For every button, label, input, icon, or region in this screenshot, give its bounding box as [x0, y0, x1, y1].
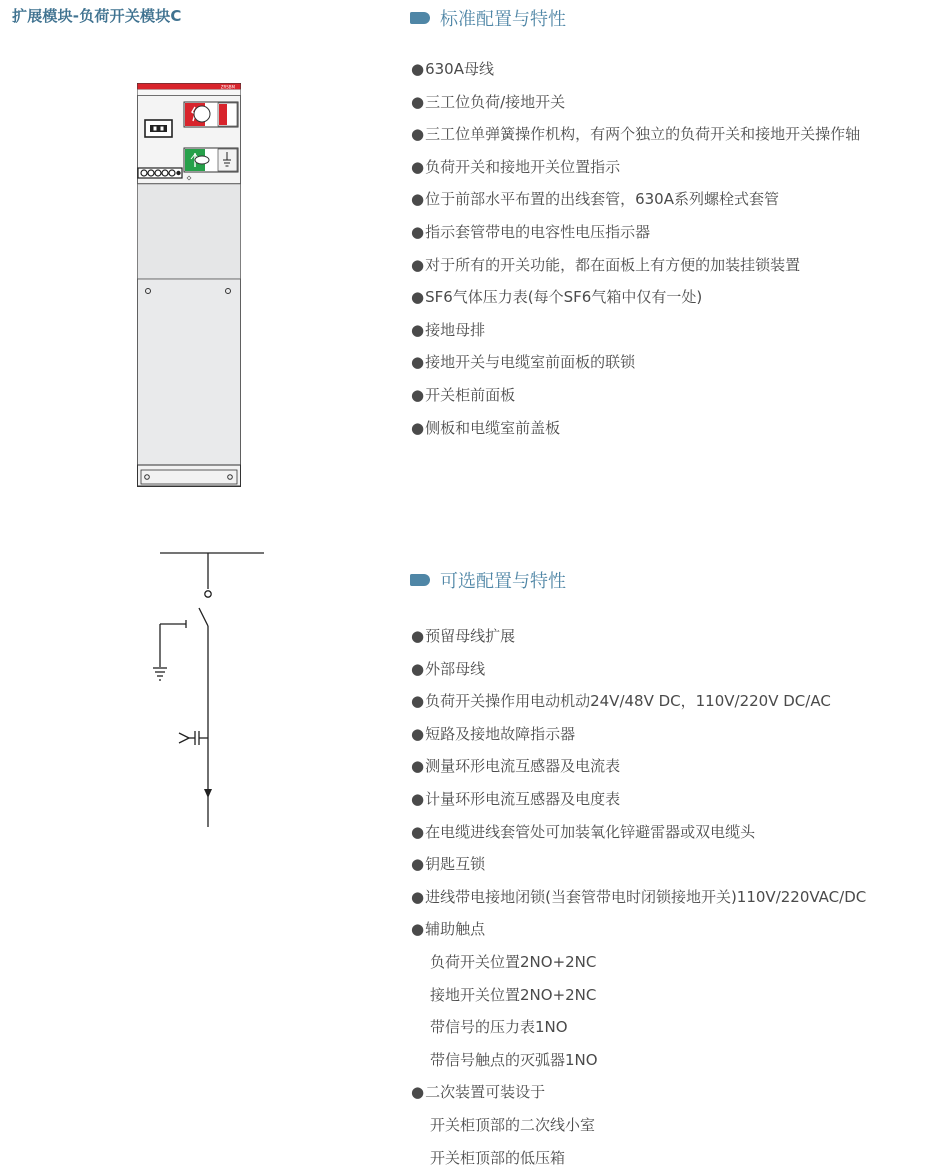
bullet-icon: ● [411, 190, 424, 208]
list-item [411, 216, 860, 249]
bullet-icon: ● [411, 386, 424, 404]
list-item-text: 在电缆进线套管处可加装氧化锌避雷器或双电缆头 [425, 823, 755, 841]
standard-feature-list [411, 53, 860, 444]
list-subitem [411, 1109, 866, 1142]
list-subitem [411, 946, 866, 979]
list-item [411, 249, 860, 282]
bullet-icon: ● [411, 125, 424, 143]
list-subitem [411, 1044, 866, 1077]
list-item [411, 183, 860, 216]
cable-compartment-cover [138, 279, 241, 465]
single-line-diagram [145, 545, 270, 835]
list-item-text: 开关柜前面板 [425, 386, 515, 404]
list-item [411, 913, 866, 946]
list-item-text: SF6气体压力表(每个SF6气箱中仅有一处) [425, 288, 702, 306]
list-item-text: 开关柜顶部的二次线小室 [430, 1116, 595, 1134]
list-item [411, 379, 860, 412]
list-item [411, 412, 860, 445]
optional-feature-list [411, 620, 866, 1174]
page-title: 扩展模块-负荷开关模块C [12, 5, 182, 26]
bullet-icon: ● [411, 888, 424, 906]
optional-section-heading [410, 567, 566, 593]
list-item [411, 86, 860, 119]
optional-heading-text: 可选配置与特性 [440, 567, 566, 593]
list-item [411, 118, 860, 151]
list-item-text: 630A母线 [425, 60, 494, 78]
list-item-text: 三工位单弹簧操作机构，有两个独立的负荷开关和接地开关操作轴 [425, 125, 860, 143]
bullet-icon: ● [411, 725, 424, 743]
list-item [411, 314, 860, 347]
bullet-icon: ● [411, 1083, 424, 1101]
cabinet-base [138, 465, 241, 486]
list-item-text: 负荷开关和接地开关位置指示 [425, 158, 620, 176]
list-item [411, 685, 866, 718]
bullet-icon: ● [411, 158, 424, 176]
list-item-text: 三工位负荷/接地开关 [425, 93, 565, 111]
list-item-text: 短路及接地故障指示器 [425, 725, 575, 743]
bullet-icon: ● [411, 627, 424, 645]
list-item [411, 848, 866, 881]
list-item [411, 750, 866, 783]
list-item [411, 653, 866, 686]
load-switch-blade [199, 608, 208, 626]
list-item [411, 718, 866, 751]
list-item-text: 指示套管带电的电容性电压指示器 [425, 223, 650, 241]
bullet-icon: ● [411, 321, 424, 339]
list-item [411, 881, 866, 914]
middle-panel [138, 184, 241, 279]
cabinet-front-drawing [134, 80, 244, 492]
list-item-text: 进线带电接地闭锁(当套管带电时闭锁接地开关)110V/220VAC/DC [425, 888, 866, 906]
bullet-icon: ● [411, 790, 424, 808]
list-item [411, 620, 866, 653]
list-item [411, 346, 860, 379]
list-item-text: 负荷开关位置2NO+2NC [430, 953, 596, 971]
bullet-icon: ● [411, 256, 424, 274]
bullet-icon: ● [411, 692, 424, 710]
cable-outgoing-arrow [204, 789, 212, 798]
bullet-icon: ● [411, 660, 424, 678]
list-item-text: 辅助触点 [425, 920, 485, 938]
list-item-text: 侧板和电缆室前盖板 [425, 419, 560, 437]
list-item-text: 接地开关与电缆室前面板的联锁 [425, 353, 635, 371]
standard-section-heading [410, 5, 566, 31]
list-item [411, 1076, 866, 1109]
list-item [411, 816, 866, 849]
standard-heading-text: 标准配置与特性 [440, 5, 566, 31]
list-item-text: 接地开关位置2NO+2NC [430, 986, 596, 1004]
list-item-text: 外部母线 [425, 660, 485, 678]
cabinet-header-strip [138, 90, 241, 96]
list-item-text: 负荷开关操作用电动机动24V/48V DC，110V/220V DC/AC [425, 692, 831, 710]
list-item-text: 预留母线扩展 [425, 627, 515, 645]
list-item [411, 783, 866, 816]
list-item-text: 位于前部水平布置的出线套管，630A系列螺栓式套管 [425, 190, 779, 208]
list-item-text: 计量环形电流互感器及电度表 [425, 790, 620, 808]
bullet-icon: ● [411, 353, 424, 371]
bullet-icon: ● [411, 93, 424, 111]
list-item-text: 开关柜顶部的低压箱 [430, 1149, 565, 1167]
heading-marker-icon [410, 574, 430, 586]
list-item-text: 测量环形电流互感器及电流表 [425, 757, 620, 775]
list-subitem [411, 1011, 866, 1044]
cabinet-label: ZRSBM [221, 85, 236, 90]
list-subitem [411, 1142, 866, 1174]
list-item-text: 钥匙互锁 [425, 855, 485, 873]
list-subitem [411, 979, 866, 1012]
bullet-icon: ● [411, 757, 424, 775]
bullet-icon: ● [411, 288, 424, 306]
bullet-icon: ● [411, 60, 424, 78]
bullet-icon: ● [411, 223, 424, 241]
list-item-text: 对于所有的开关功能，都在面板上有方便的加装挂锁装置 [425, 256, 800, 274]
bullet-icon: ● [411, 419, 424, 437]
list-item [411, 151, 860, 184]
bullet-icon: ● [411, 823, 424, 841]
list-item-text: 带信号触点的灭弧器1NO [430, 1051, 598, 1069]
list-item-text: 带信号的压力表1NO [430, 1018, 568, 1036]
heading-marker-icon [410, 12, 430, 24]
list-item [411, 53, 860, 86]
list-item-text: 接地母排 [425, 321, 485, 339]
list-item [411, 281, 860, 314]
capacitive-indicator [179, 733, 189, 738]
bullet-icon: ● [411, 855, 424, 873]
list-item-text: 二次装置可装设于 [425, 1083, 545, 1101]
bullet-icon: ● [411, 920, 424, 938]
